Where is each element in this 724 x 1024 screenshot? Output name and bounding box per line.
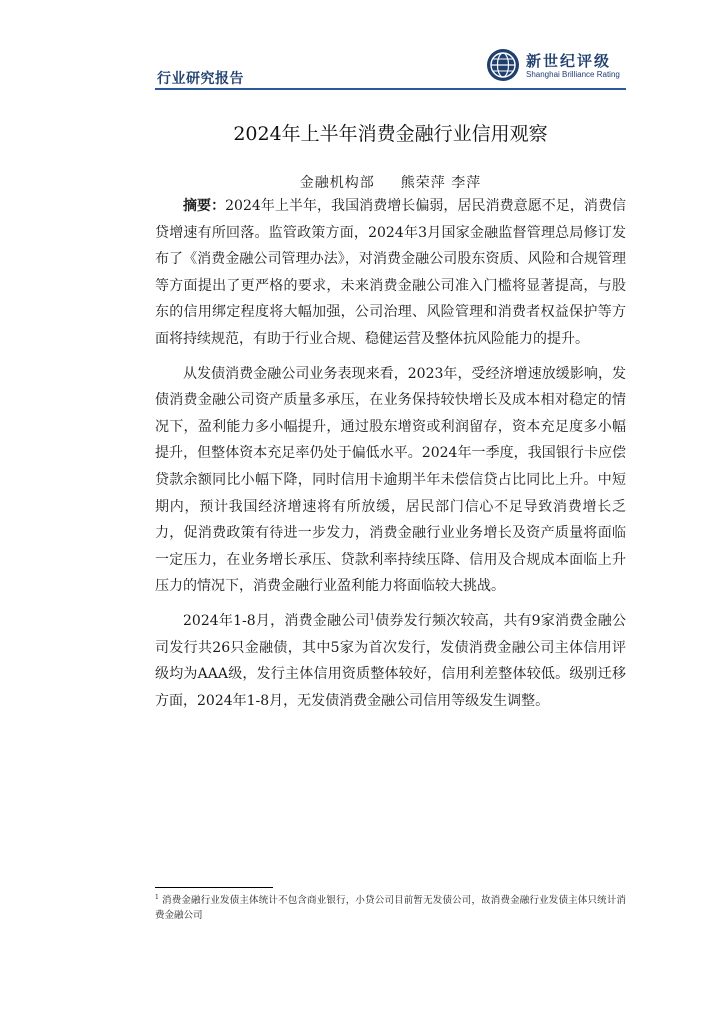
abstract-paragraph [155,193,626,353]
authors: 熊荣萍 李萍 [400,175,482,191]
department: 金融机构部 [299,175,375,191]
paragraph-text-before: 2024年1-8月，消费金融公司 [183,612,370,629]
body-paragraph: 从发债消费金融公司业务表现来看，2023年，受经济增速放缓影响，发债消费金融公司资产质量多承压，在业务保持较快增长及成本相对稳定的情况下，盈利能力多小幅提升，通过股东增资或利润留存，资本充足度多小幅提升，但整体资本充足率仍处于偏低水平。2024年一季度，我国银行卡应偿贷款余额同比小幅下降，同时信用卡逾期半年未偿信贷占比同比上升。中短期内，预计我国经济增速将有所放缓，居民部门信心不足导致消费增长乏力，促消费政策有待进一步发力，消费金融行业业务增长及资产质量将面临一定压力，在业务增长承压、贷款利率持续压降、信用及合规成本面临上升压力的情况下，消费金融行业盈利能力将面临较大挑战。 [155,365,626,595]
abstract-label: 摘要： [183,198,226,214]
abstract-text: 2024年上半年，我国消费增长偏弱，居民消费意愿不足，消费信贷增速有所回落。监管政策方面，2024年3月国家金融监督管理总局修订发布了《消费金融公司管理办法》，对消费金融公司股东资质、风险和合规管理等方面提出了更严格的要求，未来消费金融公司准入门槛将显著提高，与股东的信用绑定程度将大幅加强，公司治理、风险管理和消费者权益保护等方面将持续规范，有助于行业合规、稳健运营及整体抗风险能力的提升。 [155,198,626,347]
body-paragraph [155,608,626,714]
footnote-ref[interactable]: 1 [369,612,375,622]
logo-english-name: Shanghai Brilliance Rating [526,70,620,79]
author-line [155,172,626,192]
logo-chinese-name: 新世纪评级 [526,52,612,70]
section-label: 行业研究报告 [157,71,244,87]
footnote [155,893,626,923]
header-rule [155,88,626,90]
globe-logo-icon [486,48,520,82]
footnote-marker: 1 [155,893,159,901]
report-title: 2024年上半年消费金融行业信用观察 [233,123,548,145]
footnote-rule [155,887,273,888]
report-body [155,193,626,714]
paragraph-text-after: 债券发行频次较高，共有9家消费金融公司发行共26只金融债，其中5家为首次发行，发债消费金融公司主体信用评级均为AAA级，发行主体信用资质整体较好，信用利差整体较低。级别迁移方面，2024年1-8月，无发债消费金融公司信用等级发生调整。 [155,612,626,709]
footnote-text: 消费金融行业发债主体统计不包含商业银行，小贷公司目前暂无发债公司，故消费金融行业发债主体只统计消费金融公司 [155,895,626,921]
brand-logo [486,48,626,84]
